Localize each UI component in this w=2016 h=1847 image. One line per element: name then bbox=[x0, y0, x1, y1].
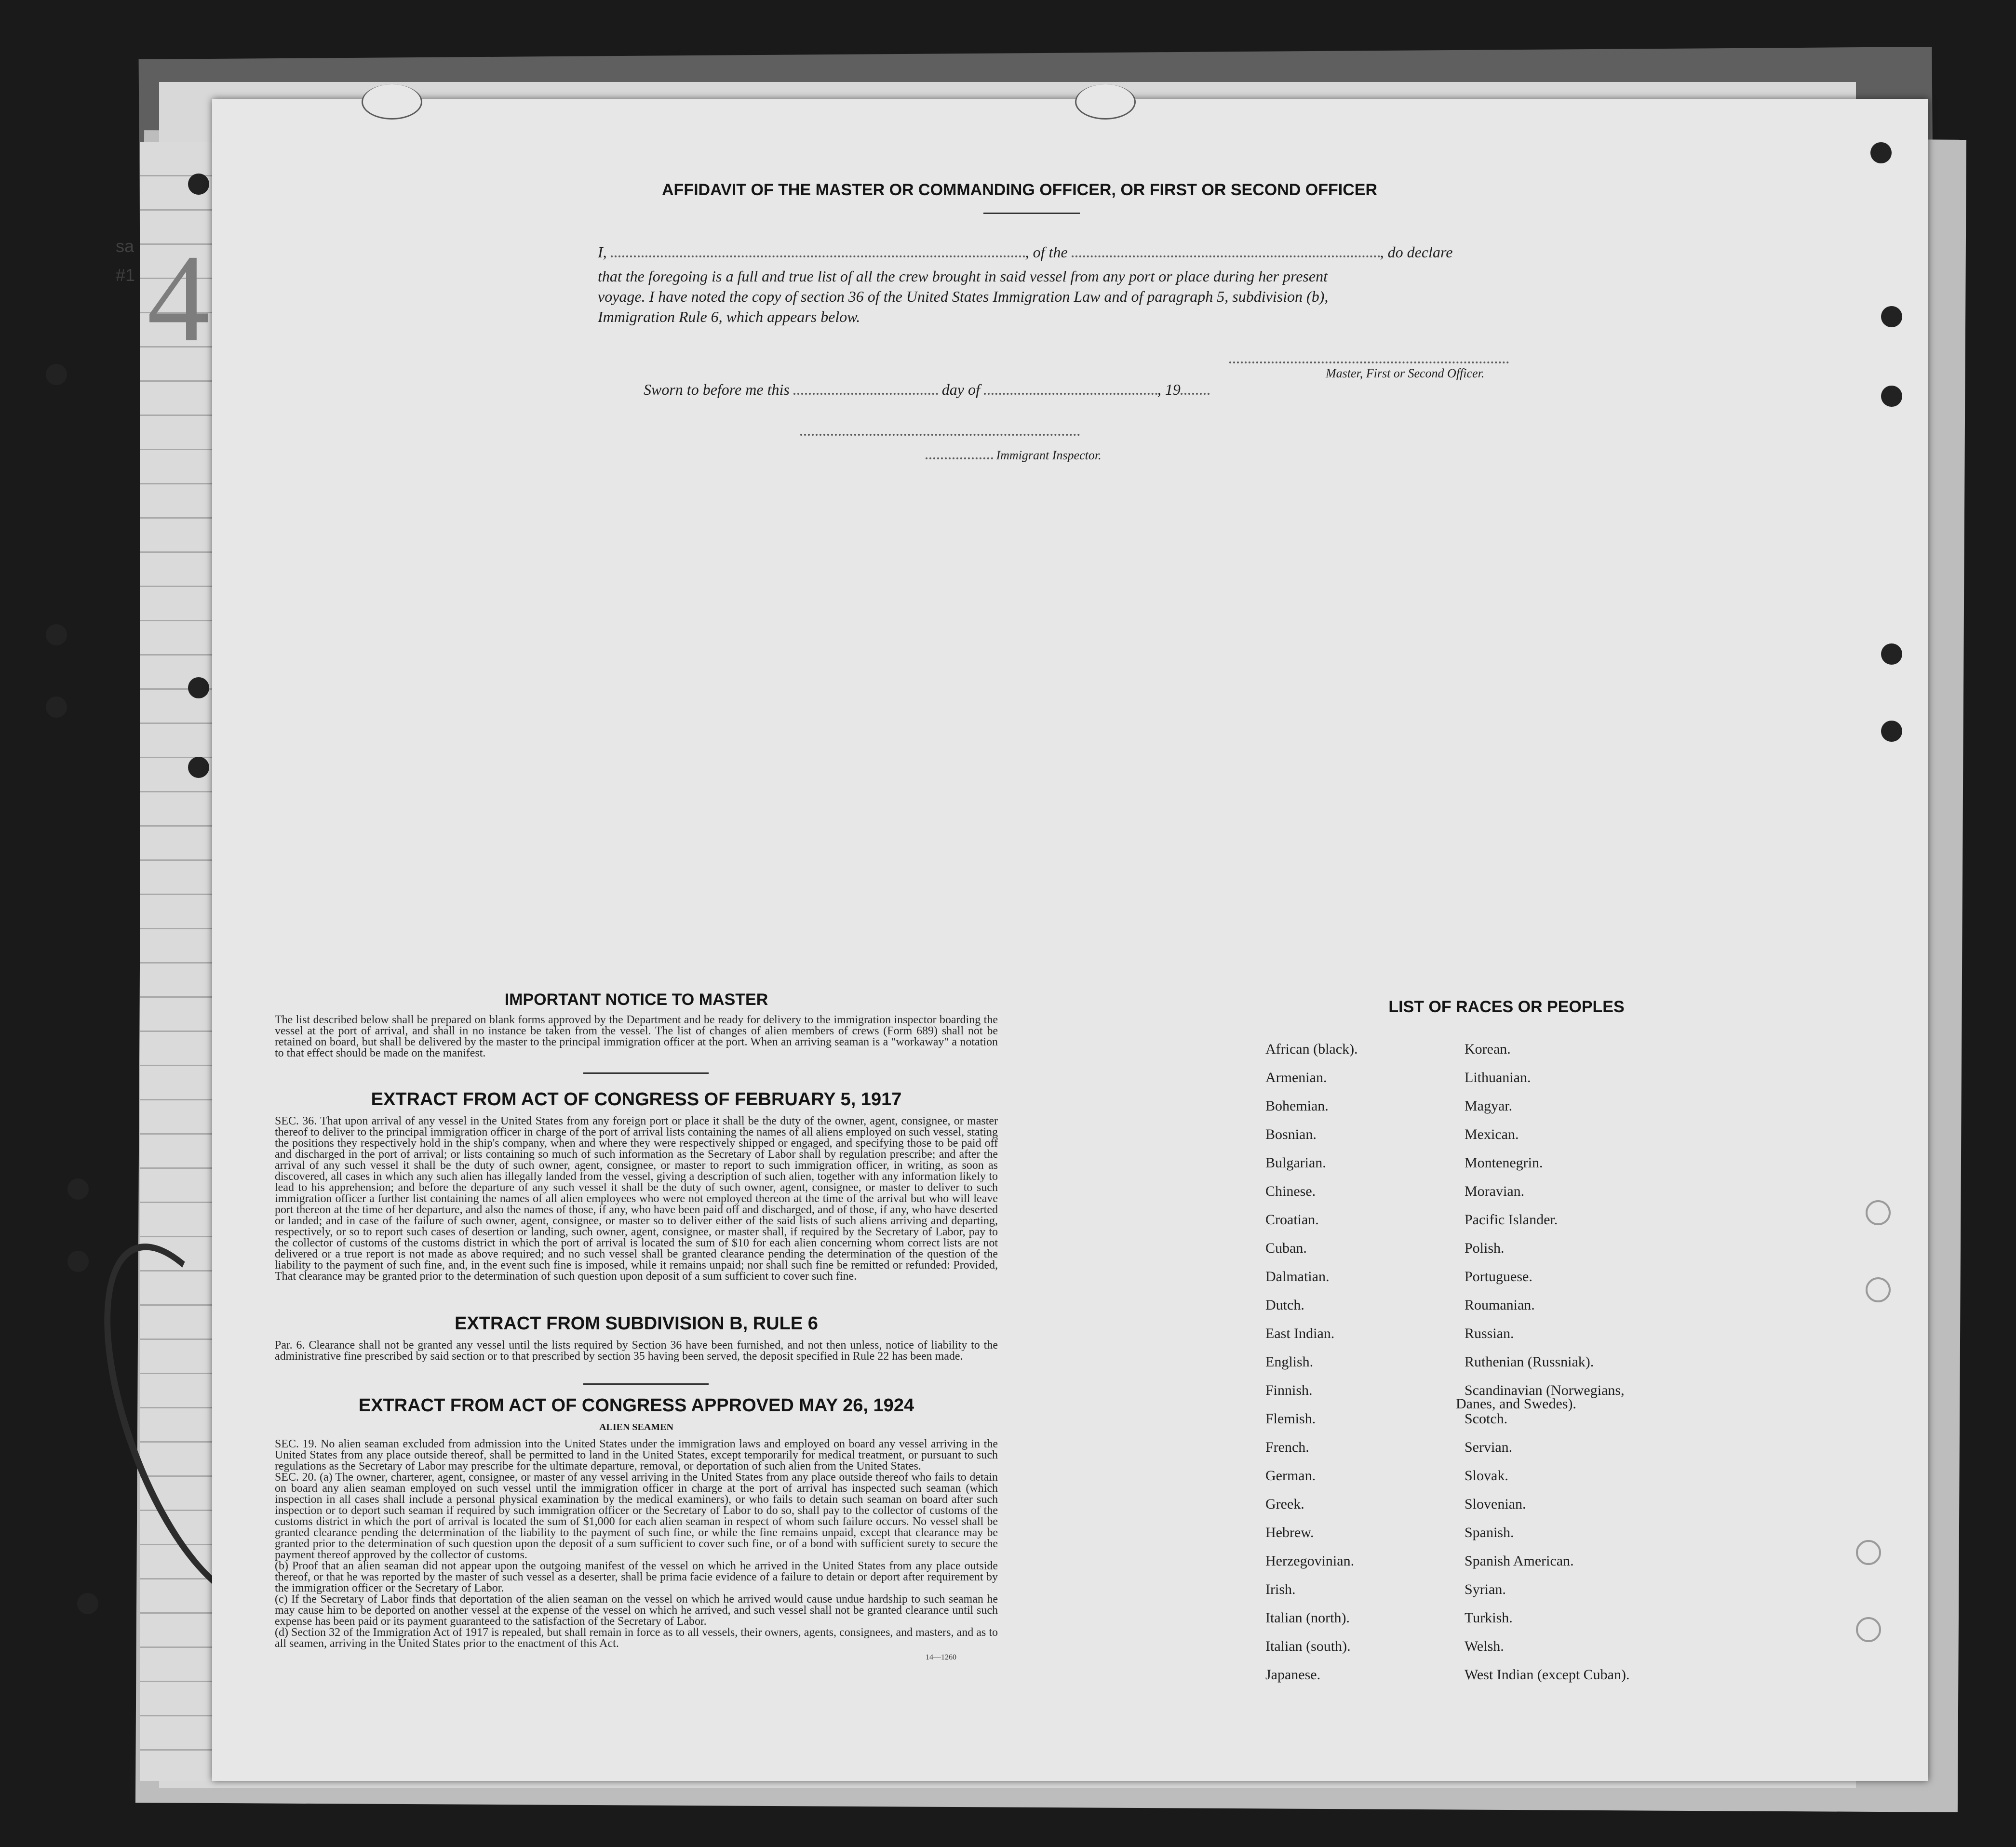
section-divider bbox=[583, 1383, 709, 1385]
race-item: Magyar. bbox=[1465, 1098, 1513, 1114]
race-item: Slovak. bbox=[1465, 1468, 1508, 1484]
race-item: Lithuanian. bbox=[1465, 1070, 1531, 1085]
race-item: Mexican. bbox=[1465, 1126, 1519, 1142]
races-title: LIST OF RACES OR PEOPLES bbox=[1388, 998, 1625, 1016]
punch-hole bbox=[46, 624, 67, 645]
extract-1924-title: EXTRACT FROM ACT OF CONGRESS APPROVED MAY 26, 1924 bbox=[358, 1395, 914, 1416]
race-item: Turkish. bbox=[1465, 1610, 1513, 1626]
notice-text: The list described below shall be prepared on blank forms approved by the Department and be ready for delivery to the immigration inspector boarding the vessel at the port of arrival, and shall in no instance be taken from the vessel. The list of changes of alien members of crews (Form 689) shall not be retained on board, but shall be delivered by the master to the principal immigration officer at the port. When an arriving seaman is a "workaway" a notation to that effect should be made on the manifest. bbox=[275, 1014, 998, 1059]
race-item: Danes, and Swedes). bbox=[1456, 1396, 1576, 1412]
race-item: Scotch. bbox=[1465, 1411, 1508, 1427]
race-item: German. bbox=[1265, 1468, 1316, 1484]
punch-hole bbox=[1881, 306, 1902, 327]
declarant-prefix: I, bbox=[598, 243, 607, 261]
vessel-name-field[interactable] bbox=[1072, 255, 1380, 257]
race-item: Ruthenian (Russniak). bbox=[1465, 1354, 1594, 1370]
form-page bbox=[212, 99, 1928, 1781]
extract-1924-body bbox=[275, 1439, 998, 1649]
race-item: French. bbox=[1265, 1439, 1309, 1455]
extract-1924-paragraph: (d) Section 32 of the Immigration Act of 1917 is repealed, but shall remain in force as to all vessels, their owners, agents, consignees, and masters, and as to all seamen, arriving in the United States prior to the enactment of this Act. bbox=[275, 1626, 998, 1650]
race-item: Welsh. bbox=[1465, 1638, 1504, 1654]
signature-field[interactable] bbox=[1229, 361, 1509, 363]
race-item: English. bbox=[1265, 1354, 1314, 1370]
inspector-label bbox=[926, 448, 1102, 463]
punch-hole bbox=[188, 757, 209, 778]
race-item: Moravian. bbox=[1465, 1183, 1525, 1199]
race-item: Italian (south). bbox=[1265, 1638, 1351, 1654]
race-item: Chinese. bbox=[1265, 1183, 1316, 1199]
race-item: Bohemian. bbox=[1265, 1098, 1329, 1114]
race-item: Dutch. bbox=[1265, 1297, 1304, 1313]
punch-hole bbox=[1870, 142, 1892, 163]
race-item: Russian. bbox=[1465, 1325, 1514, 1341]
race-item: Spanish American. bbox=[1465, 1553, 1574, 1569]
race-item: Armenian. bbox=[1265, 1070, 1327, 1085]
inspector-signature-field[interactable] bbox=[800, 434, 1080, 436]
day-of-label: day of bbox=[941, 381, 980, 398]
race-item: African (black). bbox=[1265, 1041, 1358, 1057]
punch-hole bbox=[67, 1251, 89, 1272]
title-divider bbox=[983, 213, 1080, 214]
extract-rule6-text: Par. 6. Clearance shall not be granted any vessel until the lists required by Section 36 have been furnished, and not then unless, notice of liability to the administrative fine prescribed by said section or to that prescribed by section 35 having been served, the deposit specified in Rule 22 has been made. bbox=[275, 1339, 998, 1363]
section-divider bbox=[583, 1072, 709, 1074]
punch-hole bbox=[46, 364, 67, 385]
extract-1924-paragraph: SEC. 19. No alien seaman excluded from admission into the United States under the immigration laws and employed on board any vessel arriving in the United States from any place outside thereof, shall be permitted to land in the United States, except temporarily for medical treatment, or pursuant to such regulations as the Secretary of Labor may prescribe for the ultimate departure, removal, or deportation of such alien from the United States. bbox=[275, 1438, 998, 1472]
year-label: , 19 bbox=[1157, 381, 1181, 398]
race-item: East Indian. bbox=[1265, 1325, 1335, 1341]
sworn-prefix: Sworn to before me this bbox=[644, 381, 790, 398]
form-number: 14—1260 bbox=[926, 1653, 956, 1661]
of-the-label: , of the bbox=[1025, 243, 1068, 261]
ledger-mark: sa bbox=[116, 236, 134, 256]
race-item: Korean. bbox=[1465, 1041, 1511, 1057]
page-tab bbox=[1075, 84, 1136, 120]
race-item: Italian (north). bbox=[1265, 1610, 1350, 1626]
extract-1917-title: EXTRACT FROM ACT OF CONGRESS OF FEBRUARY 5, 1917 bbox=[371, 1089, 902, 1110]
race-item: Japanese. bbox=[1265, 1667, 1321, 1683]
race-item: Hebrew. bbox=[1265, 1525, 1314, 1540]
sworn-year-field[interactable] bbox=[1181, 393, 1210, 395]
declarant-name-field[interactable] bbox=[611, 255, 1025, 257]
race-item: Servian. bbox=[1465, 1439, 1513, 1455]
notice-title: IMPORTANT NOTICE TO MASTER bbox=[504, 990, 768, 1009]
race-item: Croatian. bbox=[1265, 1212, 1319, 1228]
declaration-text: Immigration Rule 6, which appears below. bbox=[598, 308, 860, 325]
declaration-text: voyage. I have noted the copy of section 36 of the United States Immigration Law and of paragraph 5, subdivision (b), bbox=[598, 288, 1329, 305]
punch-hole bbox=[1866, 1200, 1891, 1225]
punch-hole bbox=[188, 174, 209, 195]
sworn-month-field[interactable] bbox=[984, 393, 1157, 395]
affidavit-title: AFFIDAVIT OF THE MASTER OR COMMANDING OFFICER, OR FIRST OR SECOND OFFICER bbox=[662, 181, 1377, 199]
alien-seamen-subtitle: ALIEN SEAMEN bbox=[599, 1422, 673, 1432]
punch-hole bbox=[1866, 1277, 1891, 1302]
extract-1924-paragraph: SEC. 20. (a) The owner, charterer, agent, consignee, or master of any vessel arriving in the United States from any place outside thereof who fails to detain on board any alien seaman employed on such vessel until the immigration officer in charge at the port of arrival has inspected such seaman (which inspection in all cases shall include a personal physical examination by the medical examiners), or who fails to detain such seaman on board after such inspection or to deport such seaman if required by such immigration officer or the Secretary of Labor to do so, shall pay to the collector of customs of the customs district in which the port of arrival is located the sum of $1,000 for each alien seaman in respect of whom such failure occurs. No vessel shall be granted clearance pending the determination of the liability to the payment of such fine, or while the fine remains unpaid, except that clearance may be granted prior to the determination of such question upon the deposit of a sum sufficient to cover such fine, or of a bond with sufficient surety to secure the payment thereof approved by the collector of customs. bbox=[275, 1471, 998, 1561]
punch-hole bbox=[1881, 386, 1902, 407]
punch-hole bbox=[188, 677, 209, 698]
punch-hole bbox=[1881, 643, 1902, 665]
race-item: Polish. bbox=[1465, 1240, 1505, 1256]
race-item: Greek. bbox=[1265, 1496, 1304, 1512]
extract-1917-text: SEC. 36. That upon arrival of any vessel in the United States from any foreign port or place it shall be the duty of the owner, agent, consignee, or master thereof to deliver to the principal immigration officer in charge of the port of arrival lists containing the names of all aliens employed on such vessel, stating the positions they respectively hold in the ship's company, when and where they were respectively shipped or engaged, and specifying those to be paid off and discharged in the port of arrival; or lists containing so much of such information as the Secretary of Labor shall by regulation prescribe; and after the arrival of any such vessel it shall be the duty of such owner, agent, consignee, or master to report to such immigration officer, in writing, as soon as discovered, all cases in which any such alien has illegally landed from the vessel, giving a description of such alien, together with any information likely to lead to his apprehension; and before the departure of any such vessel it shall be the duty of such owner, agent, consignee, or master to deliver to such immigration officer a further list containing the names of all alien employees who were not employed thereon at the time of the arrival but who will leave port thereon at the time of her departure, and also the names of those, if any, who have been paid off and discharged, and of those, if any, who have deserted or landed; and in case of the failure of such owner, agent, consignee, or master so to deliver either of the said lists of such aliens arriving and departing, respectively, or so to report such cases of desertion or landing, such owner, agent, consignee, or master shall, if required by the Secretary of Labor, pay to the collector of customs of the customs district in which the port of arrival is located the sum of $10 for each alien concerning whom correct lists are not delivered or a true report is not made as above required; and no such vessel shall be granted clearance pending the determination of the question of the liability to the payment of such fine, and, in the event such fine is imposed, while it remains unpaid; nor shall such fine be remitted or refunded: Provided, That clearance may be granted prior to the determination of such question upon deposit of a sum sufficient to cover such fine. bbox=[275, 1115, 998, 1283]
race-item: Pacific Islander. bbox=[1465, 1212, 1558, 1228]
race-item: Roumanian. bbox=[1465, 1297, 1535, 1313]
race-item: Herzegovinian. bbox=[1265, 1553, 1355, 1569]
race-item: Flemish. bbox=[1265, 1411, 1316, 1427]
sworn-day-field[interactable] bbox=[793, 393, 938, 395]
race-item: Spanish. bbox=[1465, 1525, 1514, 1540]
race-item: Irish. bbox=[1265, 1581, 1296, 1597]
signature-label: Master, First or Second Officer. bbox=[1326, 366, 1485, 380]
race-item: Montenegrin. bbox=[1465, 1155, 1543, 1171]
race-item: Bosnian. bbox=[1265, 1126, 1317, 1142]
race-item: Cuban. bbox=[1265, 1240, 1307, 1256]
sworn-line bbox=[644, 381, 1210, 399]
race-item: Slovenian. bbox=[1465, 1496, 1526, 1512]
do-declare-label: , do declare bbox=[1380, 243, 1453, 261]
race-item: Dalmatian. bbox=[1265, 1269, 1330, 1285]
inspector-label-text: Immigrant Inspector. bbox=[996, 448, 1102, 462]
extract-1924-paragraph: (c) If the Secretary of Labor finds that deportation of the alien seaman on the vessel on which he arrived would cause undue hardship to such seaman he may cause him to be deported on another vessel at the expense of the vessel on which he arrived, and such vessel shall not be granted clearance until such expense has been paid or its payment guaranteed to the satisfaction of the Secretary of Labor. bbox=[275, 1593, 998, 1628]
ledger-page-number: 4 bbox=[147, 229, 210, 368]
punch-hole bbox=[1856, 1540, 1881, 1565]
declaration-line bbox=[598, 243, 1764, 261]
race-item: Finnish. bbox=[1265, 1382, 1313, 1398]
race-item: Syrian. bbox=[1465, 1581, 1506, 1597]
page-tab bbox=[362, 84, 422, 120]
extract-rule6-title: EXTRACT FROM SUBDIVISION B, RULE 6 bbox=[455, 1313, 818, 1334]
punch-hole bbox=[77, 1593, 98, 1614]
inspector-name-field[interactable] bbox=[926, 457, 993, 459]
punch-hole bbox=[1881, 721, 1902, 742]
race-item: West Indian (except Cuban). bbox=[1465, 1667, 1630, 1683]
ledger-mark: #1 bbox=[116, 265, 135, 285]
race-item: Bulgarian. bbox=[1265, 1155, 1326, 1171]
race-item: Scandinavian (Norwegians, bbox=[1465, 1382, 1625, 1398]
punch-hole bbox=[46, 696, 67, 718]
extract-1924-paragraph: (b) Proof that an alien seaman did not appear upon the outgoing manifest of the vessel on which he arrived in the United States from any place outside thereof, or that he was reported by the master of such vessel as a deserter, shall be prima facie evidence of a failure to detain or deport after requirement by the immigration officer or the Secretary of Labor. bbox=[275, 1560, 998, 1594]
punch-hole bbox=[67, 1178, 89, 1200]
punch-hole bbox=[1856, 1617, 1881, 1642]
race-item: Portuguese. bbox=[1465, 1269, 1532, 1285]
declaration-text: that the foregoing is a full and true list of all the crew brought in said vessel from any port or place during her present bbox=[598, 268, 1328, 285]
